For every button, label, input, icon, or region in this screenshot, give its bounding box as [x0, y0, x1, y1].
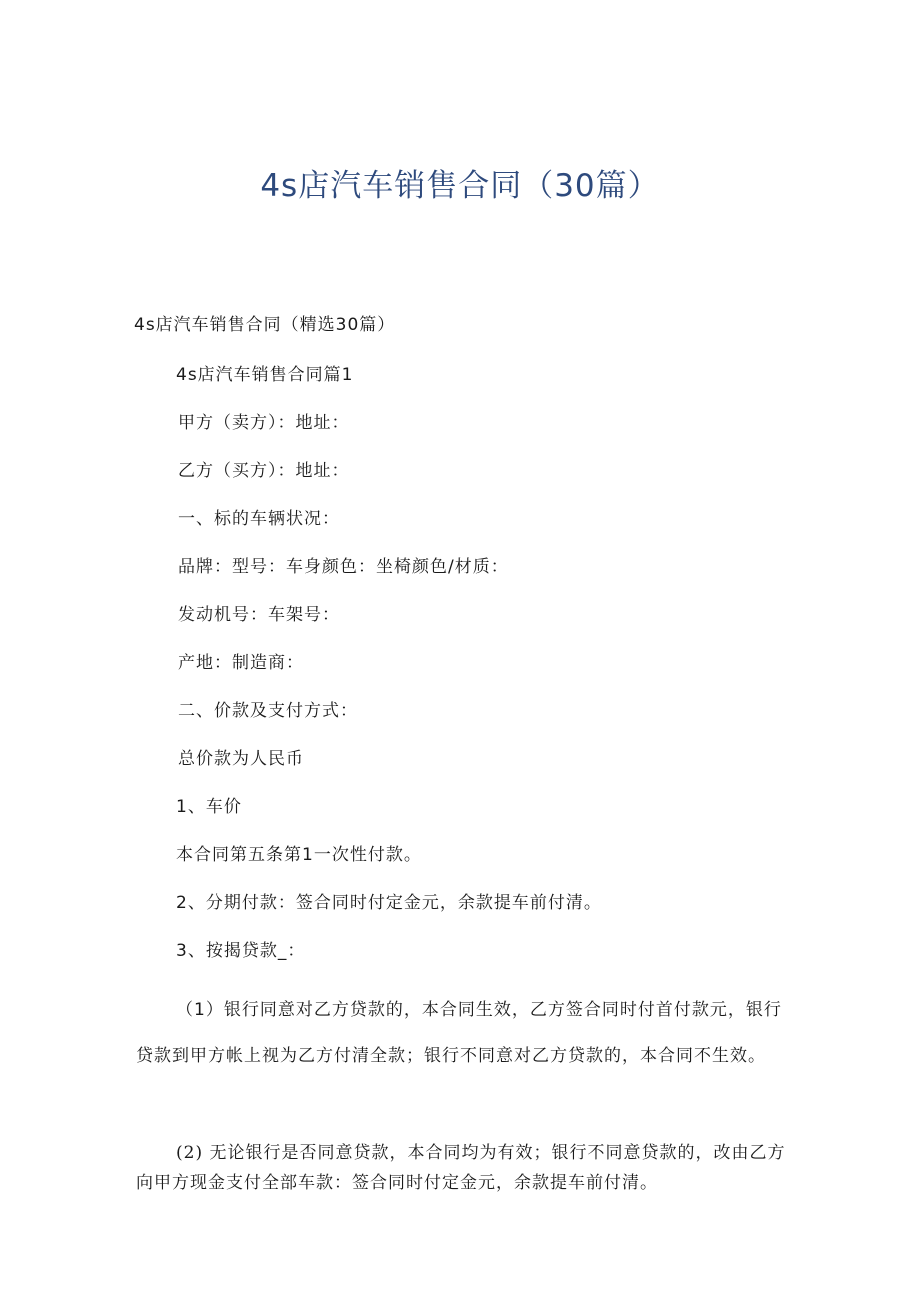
document-title: 4s店汽车销售合同（30篇）	[260, 168, 660, 204]
installment-line: 2、分期付款：签合同时付定金元，余款提车前付清。	[176, 893, 602, 913]
vehicle-brand-line: 品牌：型号：车身颜色：坐椅颜色/材质：	[178, 557, 509, 577]
total-price-line: 总价款为人民币	[178, 749, 304, 769]
party-a-line: 甲方（卖方）：地址：	[178, 413, 350, 433]
paragraph-loan-approval	[136, 987, 796, 1079]
document-subtitle: 4s店汽车销售合同（精选30篇）	[134, 315, 396, 335]
party-b-line: 乙方（买方）：地址：	[178, 461, 350, 481]
vehicle-origin-line: 产地：制造商：	[178, 653, 304, 673]
paragraph-loan-any-text: (2) 无论银行是否同意贷款，本合同均为有效；银行不同意贷款的，改由乙方向甲方现金支付全部车款：签合同时付定金元，余款提车前付清。	[136, 1143, 786, 1193]
section-heading: 4s店汽车销售合同篇1	[176, 365, 354, 385]
clause-heading-vehicle: 一、标的车辆状况：	[178, 509, 340, 529]
paragraph-loan-any	[136, 1138, 796, 1198]
mortgage-line: 3、按揭贷款_：	[176, 941, 306, 961]
paragraph-loan-approval-text: （1）银行同意对乙方贷款的，本合同生效，乙方签合同时付首付款元，银行贷款到甲方帐上视为乙方付清全款；银行不同意对乙方贷款的，本合同不生效。	[136, 1000, 782, 1066]
clause-heading-price: 二、价款及支付方式：	[178, 701, 358, 721]
lump-sum-line: 本合同第五条第1一次性付款。	[176, 845, 422, 865]
car-price-line: 1、车价	[176, 797, 242, 817]
vehicle-engine-line: 发动机号：车架号：	[178, 605, 340, 625]
